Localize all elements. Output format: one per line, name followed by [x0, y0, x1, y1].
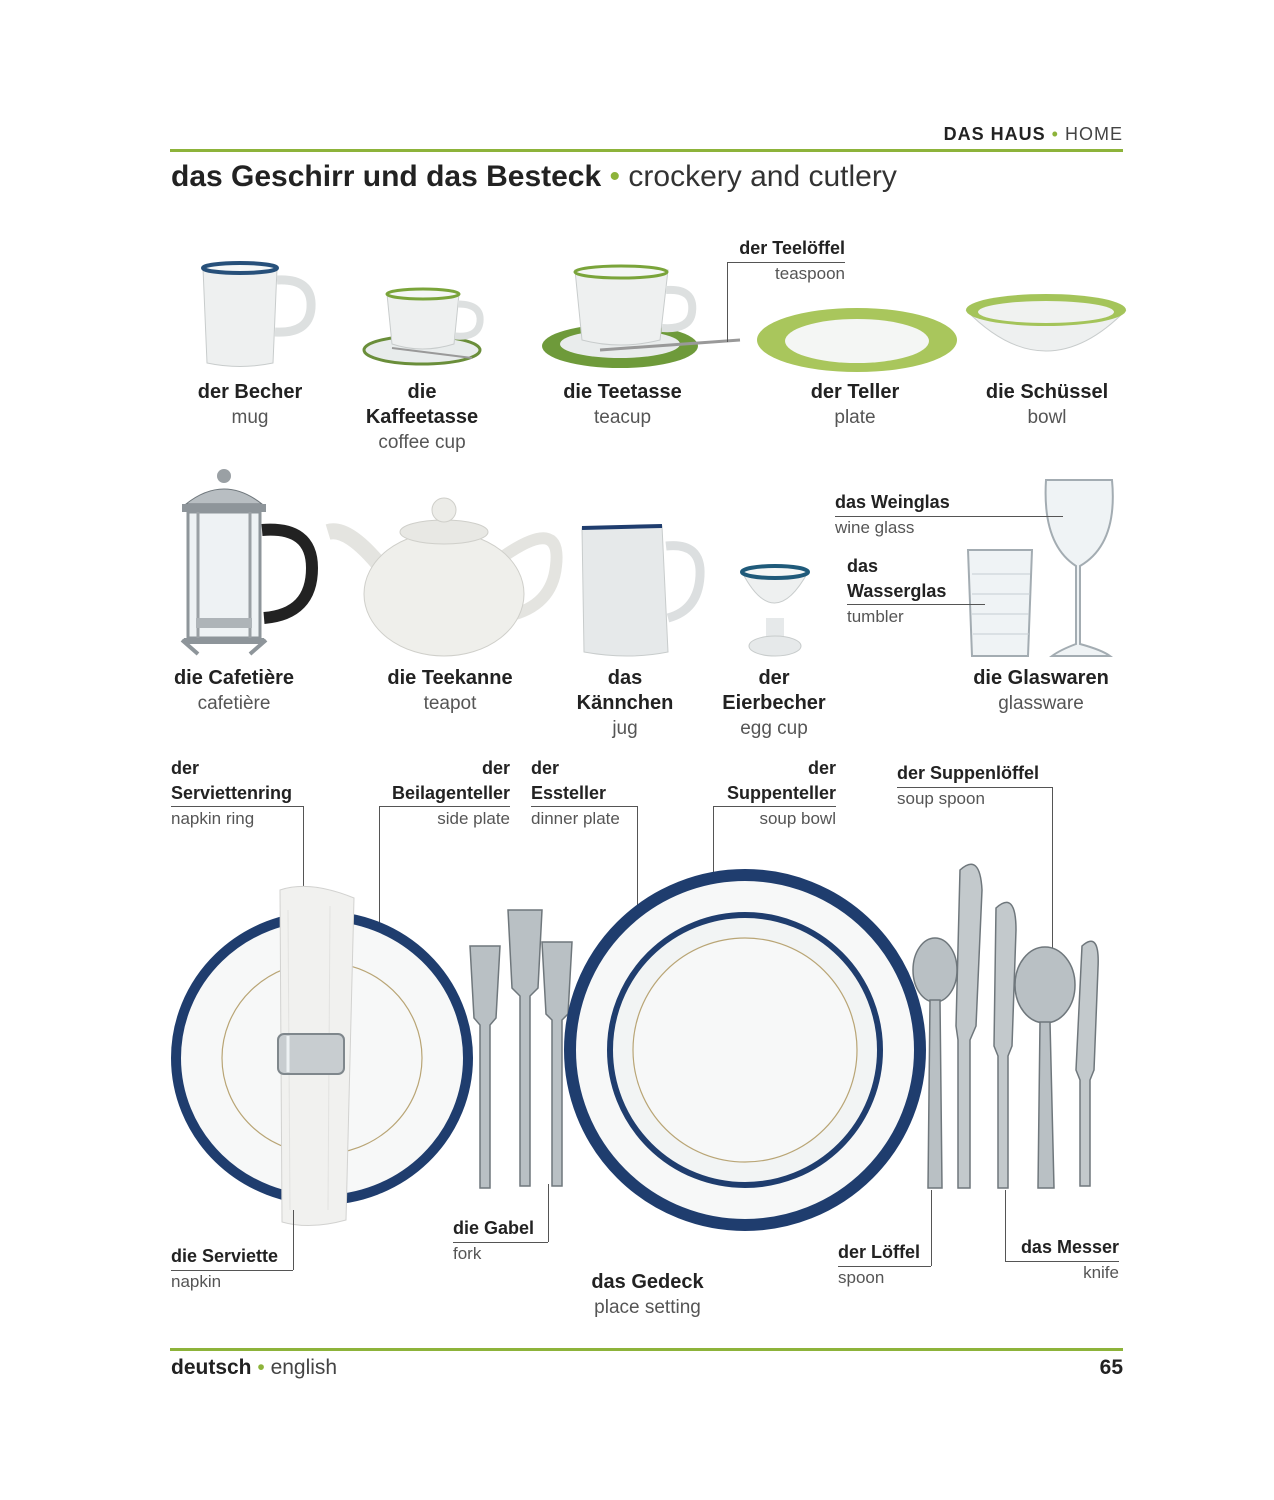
mug-de: der Becher — [197, 381, 303, 403]
dinner-plate-leader-h — [531, 806, 637, 807]
cafetiere-de: die Cafetière — [173, 667, 295, 689]
footer-rule — [170, 1348, 1123, 1351]
spoon-callout — [838, 1240, 958, 1290]
spoon-en: spoon — [838, 1268, 885, 1287]
mug-label — [170, 380, 330, 430]
napkin-callout — [171, 1244, 331, 1294]
place-setting-illustration — [170, 850, 1120, 1240]
title-en: crockery and cutlery — [628, 160, 897, 193]
spoon-leader — [931, 1190, 932, 1266]
soup-spoon-leader-h — [897, 787, 1052, 788]
egg-cup-en: egg cup — [740, 718, 808, 739]
glassware-label — [960, 666, 1122, 716]
dinner-plate-en: dinner plate — [531, 809, 620, 828]
mug-illustration — [195, 258, 320, 370]
dinner-plate-article: der — [531, 758, 560, 778]
fork-callout — [453, 1216, 573, 1266]
tumbler-article: das — [847, 556, 879, 576]
dinner-plate-noun: Essteller — [531, 783, 607, 803]
bullet: • — [257, 1356, 265, 1379]
soup-bowl-callout — [690, 756, 836, 831]
tumbler-leader — [847, 604, 985, 605]
jug-illustration — [578, 520, 708, 660]
side-plate-leader-h — [379, 806, 510, 807]
napkin-ring-leader-h — [171, 806, 303, 807]
soup-bowl-noun: Suppenteller — [726, 783, 836, 803]
side-plate-en: side plate — [437, 809, 510, 828]
egg-cup-illustration — [738, 562, 812, 660]
teacup-label — [540, 380, 705, 430]
fork-de: die Gabel — [453, 1218, 535, 1238]
soup-bowl-article: der — [807, 758, 836, 778]
cafetiere-en: cafetière — [197, 693, 271, 714]
napkin-leader-h — [171, 1270, 293, 1271]
teapot-en: teapot — [423, 693, 477, 714]
dinner-plate-callout — [531, 756, 661, 831]
napkin-ring-callout — [171, 756, 331, 831]
jug-en: jug — [612, 718, 638, 739]
footer-languages — [171, 1356, 337, 1380]
soup-bowl-leader-h — [713, 806, 836, 807]
teapot-illustration — [322, 496, 567, 661]
footer-de: deutsch — [171, 1356, 252, 1379]
wine-glass-leader — [835, 516, 1063, 517]
coffee-cup-label — [342, 380, 502, 455]
soup-spoon-callout — [897, 761, 1077, 811]
knife-callout — [990, 1235, 1119, 1285]
napkin-ring-en: napkin ring — [171, 809, 255, 828]
napkin-leader — [293, 1210, 294, 1270]
cafetiere-illustration — [178, 468, 320, 658]
fork-illustration — [470, 910, 572, 1188]
soup-spoon-en: soup spoon — [897, 789, 985, 808]
jug-noun: Kännchen — [576, 692, 674, 714]
mug-en: mug — [231, 407, 269, 428]
page-title — [171, 160, 897, 194]
bullet: • — [609, 160, 621, 193]
coffee-cup-noun: Kaffeetasse — [365, 406, 479, 428]
coffee-cup-illustration — [362, 282, 488, 368]
glassware-en: glassware — [998, 693, 1084, 714]
teaspoon-de: der Teelöffel — [739, 238, 845, 258]
page-number: 65 — [1099, 1356, 1123, 1379]
teaspoon-callout — [700, 236, 845, 286]
cafetiere-label — [160, 666, 308, 716]
soup-bowl-en: soup bowl — [759, 809, 836, 828]
plate-label — [775, 380, 935, 430]
soup-bowl-illustration — [610, 915, 880, 1185]
napkin-ring-article: der — [171, 758, 200, 778]
place-setting-en: place setting — [594, 1297, 701, 1318]
wine-glass-callout — [835, 490, 1035, 540]
jug-article: das — [607, 667, 643, 689]
wine-glass-de: das Weinglas — [835, 492, 950, 512]
teaspoon-en: teaspoon — [775, 264, 845, 283]
coffee-cup-en: coffee cup — [378, 432, 466, 453]
tumbler-noun: Wasserglas — [847, 581, 947, 601]
coffee-cup-article: die — [407, 381, 437, 403]
spoon-de: der Löffel — [838, 1242, 921, 1262]
header-rule — [170, 149, 1123, 152]
teapot-label — [370, 666, 530, 716]
title-de: das Geschirr und das Besteck — [171, 160, 602, 193]
knife-leader — [1005, 1190, 1006, 1261]
side-plate-article: der — [481, 758, 510, 778]
napkin-ring-noun: Serviettenring — [171, 783, 293, 803]
plate-de: der Teller — [810, 381, 900, 403]
soup-spoon-de: der Suppenlöffel — [897, 763, 1040, 783]
side-plate-noun: Beilagenteller — [391, 783, 510, 803]
plate-en: plate — [834, 407, 876, 428]
wine-glass-en: wine glass — [835, 518, 915, 537]
side-plate-callout — [360, 756, 510, 831]
teapot-de: die Teekanne — [387, 667, 513, 689]
teacup-de: die Teetasse — [563, 381, 682, 403]
jug-label — [555, 666, 695, 741]
napkin-en: napkin — [171, 1272, 222, 1291]
glassware-de: die Glaswaren — [973, 667, 1109, 689]
small-knife-illustration — [1076, 941, 1098, 1186]
bowl-en: bowl — [1027, 407, 1067, 428]
egg-cup-article: der — [758, 667, 790, 689]
bowl-label — [962, 380, 1132, 430]
spoon-leader-h — [838, 1266, 931, 1267]
fork-en: fork — [453, 1244, 482, 1263]
bowl-illustration — [962, 292, 1130, 374]
knife-leader-h — [1005, 1261, 1119, 1262]
teaspoon-leader-h — [727, 262, 845, 263]
place-setting-de: das Gedeck — [591, 1271, 704, 1293]
bullet: • — [1051, 124, 1059, 144]
soup-spoon-illustration — [1015, 947, 1075, 1188]
napkin-de: die Serviette — [171, 1246, 279, 1266]
fork-leader-h — [453, 1242, 548, 1243]
plate-illustration — [755, 305, 960, 375]
egg-cup-label — [704, 666, 844, 741]
section-header — [944, 124, 1123, 145]
footer-en: english — [270, 1356, 338, 1379]
bowl-de: die Schüssel — [985, 381, 1109, 403]
knife-de: das Messer — [1020, 1237, 1119, 1257]
section-en: HOME — [1065, 124, 1123, 144]
tumbler-en: tumbler — [847, 607, 904, 626]
knife-illustration — [956, 864, 1016, 1188]
fork-leader — [548, 1184, 549, 1242]
teaspoon-leader — [727, 262, 728, 342]
egg-cup-noun: Eierbecher — [722, 692, 826, 714]
tumbler-callout — [847, 554, 987, 629]
knife-en: knife — [1083, 1263, 1119, 1282]
place-setting-caption — [560, 1270, 735, 1320]
teacup-en: teacup — [593, 407, 652, 428]
section-de: DAS HAUS — [943, 124, 1046, 144]
